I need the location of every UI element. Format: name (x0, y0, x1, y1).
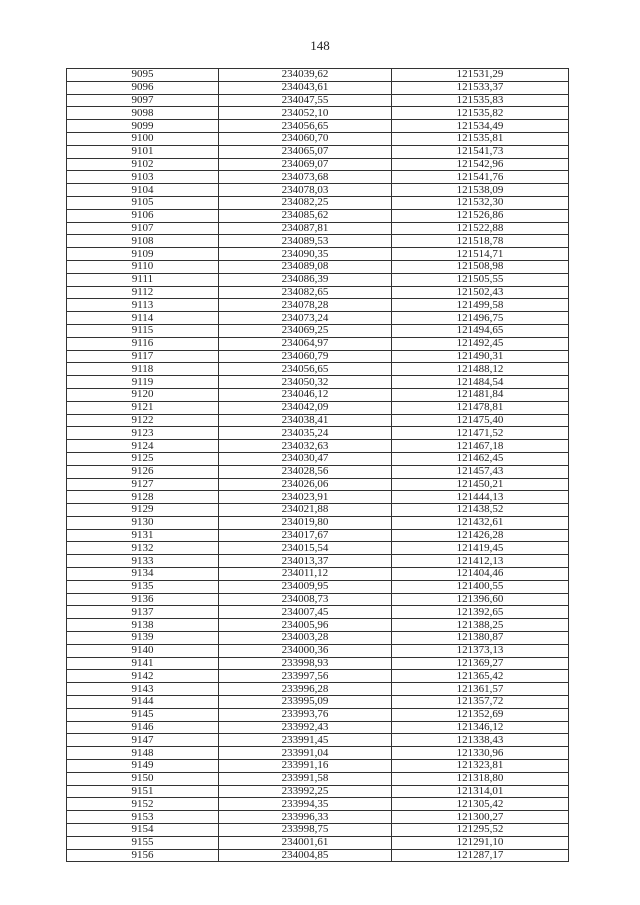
table-row (67, 516, 569, 529)
x-coordinate-cell: 234007,45 (219, 606, 392, 619)
y-coordinate-cell: 121426,28 (392, 529, 569, 542)
table-row (67, 324, 569, 337)
y-coordinate-cell: 121323,81 (392, 760, 569, 773)
point-number-cell: 9108 (67, 235, 219, 248)
y-coordinate-cell: 121314,01 (392, 785, 569, 798)
point-number-cell: 9134 (67, 568, 219, 581)
y-coordinate-cell: 121462,45 (392, 452, 569, 465)
point-number-cell: 9155 (67, 836, 219, 849)
point-number-cell: 9111 (67, 273, 219, 286)
y-coordinate-cell: 121305,42 (392, 798, 569, 811)
y-coordinate-cell: 121534,49 (392, 120, 569, 133)
x-coordinate-cell: 234065,07 (219, 145, 392, 158)
x-coordinate-cell: 234039,62 (219, 69, 392, 82)
point-number-cell: 9126 (67, 465, 219, 478)
table-row (67, 683, 569, 696)
table-row (67, 69, 569, 82)
y-coordinate-cell: 121450,21 (392, 478, 569, 491)
x-coordinate-cell: 234013,37 (219, 555, 392, 568)
x-coordinate-cell: 233991,04 (219, 747, 392, 760)
table-row (67, 657, 569, 670)
point-number-cell: 9118 (67, 363, 219, 376)
point-number-cell: 9110 (67, 260, 219, 273)
y-coordinate-cell: 121295,52 (392, 824, 569, 837)
point-number-cell: 9149 (67, 760, 219, 773)
y-coordinate-cell: 121494,65 (392, 324, 569, 337)
y-coordinate-cell: 121541,76 (392, 171, 569, 184)
x-coordinate-cell: 233997,56 (219, 670, 392, 683)
table-row (67, 376, 569, 389)
point-number-cell: 9139 (67, 632, 219, 645)
x-coordinate-cell: 234028,56 (219, 465, 392, 478)
point-number-cell: 9101 (67, 145, 219, 158)
x-coordinate-cell: 234019,80 (219, 516, 392, 529)
point-number-cell: 9130 (67, 516, 219, 529)
y-coordinate-cell: 121481,84 (392, 388, 569, 401)
table-row (67, 644, 569, 657)
table-row (67, 145, 569, 158)
table-row (67, 734, 569, 747)
y-coordinate-cell: 121471,52 (392, 427, 569, 440)
x-coordinate-cell: 234011,12 (219, 568, 392, 581)
x-coordinate-cell: 234085,62 (219, 209, 392, 222)
y-coordinate-cell: 121535,81 (392, 132, 569, 145)
x-coordinate-cell: 234026,06 (219, 478, 392, 491)
table-row (67, 132, 569, 145)
point-number-cell: 9129 (67, 504, 219, 517)
point-number-cell: 9116 (67, 337, 219, 350)
y-coordinate-cell: 121444,13 (392, 491, 569, 504)
point-number-cell: 9131 (67, 529, 219, 542)
table-row (67, 465, 569, 478)
table-row (67, 529, 569, 542)
y-coordinate-cell: 121488,12 (392, 363, 569, 376)
x-coordinate-cell: 234064,97 (219, 337, 392, 350)
table-row (67, 107, 569, 120)
table-row (67, 478, 569, 491)
table-row (67, 708, 569, 721)
table-row (67, 798, 569, 811)
x-coordinate-cell: 234000,36 (219, 644, 392, 657)
x-coordinate-cell: 233992,43 (219, 721, 392, 734)
point-number-cell: 9099 (67, 120, 219, 133)
y-coordinate-cell: 121300,27 (392, 811, 569, 824)
x-coordinate-cell: 234087,81 (219, 222, 392, 235)
table-row (67, 337, 569, 350)
y-coordinate-cell: 121380,87 (392, 632, 569, 645)
y-coordinate-cell: 121287,17 (392, 849, 569, 862)
point-number-cell: 9144 (67, 696, 219, 709)
table-row (67, 555, 569, 568)
x-coordinate-cell: 234032,63 (219, 440, 392, 453)
table-row (67, 363, 569, 376)
x-coordinate-cell: 233996,33 (219, 811, 392, 824)
x-coordinate-cell: 234069,07 (219, 158, 392, 171)
table-row (67, 248, 569, 261)
y-coordinate-cell: 121532,30 (392, 196, 569, 209)
y-coordinate-cell: 121499,58 (392, 299, 569, 312)
y-coordinate-cell: 121392,65 (392, 606, 569, 619)
x-coordinate-cell: 233992,25 (219, 785, 392, 798)
table-row (67, 452, 569, 465)
point-number-cell: 9151 (67, 785, 219, 798)
table-row (67, 593, 569, 606)
y-coordinate-cell: 121365,42 (392, 670, 569, 683)
x-coordinate-cell: 234086,39 (219, 273, 392, 286)
y-coordinate-cell: 121538,09 (392, 184, 569, 197)
y-coordinate-cell: 121478,81 (392, 401, 569, 414)
y-coordinate-cell: 121438,52 (392, 504, 569, 517)
point-number-cell: 9122 (67, 414, 219, 427)
point-number-cell: 9105 (67, 196, 219, 209)
x-coordinate-cell: 234056,65 (219, 363, 392, 376)
y-coordinate-cell: 121526,86 (392, 209, 569, 222)
table-row (67, 120, 569, 133)
x-coordinate-cell: 234089,53 (219, 235, 392, 248)
y-coordinate-cell: 121508,98 (392, 260, 569, 273)
point-number-cell: 9150 (67, 772, 219, 785)
table-row (67, 632, 569, 645)
table-row (67, 260, 569, 273)
x-coordinate-cell: 234004,85 (219, 849, 392, 862)
y-coordinate-cell: 121330,96 (392, 747, 569, 760)
point-number-cell: 9119 (67, 376, 219, 389)
x-coordinate-cell: 233998,93 (219, 657, 392, 670)
table-row (67, 760, 569, 773)
table-row (67, 414, 569, 427)
table-body (67, 69, 569, 862)
table-row (67, 235, 569, 248)
x-coordinate-cell: 234060,79 (219, 350, 392, 363)
x-coordinate-cell: 234017,67 (219, 529, 392, 542)
table-row (67, 696, 569, 709)
x-coordinate-cell: 234052,10 (219, 107, 392, 120)
point-number-cell: 9123 (67, 427, 219, 440)
y-coordinate-cell: 121531,29 (392, 69, 569, 82)
point-number-cell: 9128 (67, 491, 219, 504)
table-row (67, 222, 569, 235)
x-coordinate-cell: 234082,65 (219, 286, 392, 299)
y-coordinate-cell: 121467,18 (392, 440, 569, 453)
point-number-cell: 9136 (67, 593, 219, 606)
table-row (67, 849, 569, 862)
y-coordinate-cell: 121396,60 (392, 593, 569, 606)
point-number-cell: 9142 (67, 670, 219, 683)
point-number-cell: 9121 (67, 401, 219, 414)
y-coordinate-cell: 121412,13 (392, 555, 569, 568)
point-number-cell: 9125 (67, 452, 219, 465)
point-number-cell: 9153 (67, 811, 219, 824)
table-row (67, 286, 569, 299)
x-coordinate-cell: 234023,91 (219, 491, 392, 504)
y-coordinate-cell: 121357,72 (392, 696, 569, 709)
y-coordinate-cell: 121432,61 (392, 516, 569, 529)
point-number-cell: 9147 (67, 734, 219, 747)
x-coordinate-cell: 234008,73 (219, 593, 392, 606)
y-coordinate-cell: 121518,78 (392, 235, 569, 248)
y-coordinate-cell: 121492,45 (392, 337, 569, 350)
point-number-cell: 9146 (67, 721, 219, 734)
y-coordinate-cell: 121419,45 (392, 542, 569, 555)
table-row (67, 158, 569, 171)
y-coordinate-cell: 121457,43 (392, 465, 569, 478)
table-row (67, 491, 569, 504)
point-number-cell: 9096 (67, 81, 219, 94)
point-number-cell: 9098 (67, 107, 219, 120)
x-coordinate-cell: 234056,65 (219, 120, 392, 133)
point-number-cell: 9112 (67, 286, 219, 299)
point-number-cell: 9152 (67, 798, 219, 811)
table-row (67, 785, 569, 798)
x-coordinate-cell: 234030,47 (219, 452, 392, 465)
point-number-cell: 9117 (67, 350, 219, 363)
point-number-cell: 9154 (67, 824, 219, 837)
x-coordinate-cell: 233996,28 (219, 683, 392, 696)
point-number-cell: 9132 (67, 542, 219, 555)
point-number-cell: 9145 (67, 708, 219, 721)
table-row (67, 836, 569, 849)
x-coordinate-cell: 234073,68 (219, 171, 392, 184)
x-coordinate-cell: 234082,25 (219, 196, 392, 209)
table-row (67, 440, 569, 453)
x-coordinate-cell: 234047,55 (219, 94, 392, 107)
point-number-cell: 9140 (67, 644, 219, 657)
y-coordinate-cell: 121502,43 (392, 286, 569, 299)
page-number: 148 (310, 38, 330, 53)
x-coordinate-cell: 234043,61 (219, 81, 392, 94)
point-number-cell: 9107 (67, 222, 219, 235)
point-number-cell: 9127 (67, 478, 219, 491)
table-row (67, 504, 569, 517)
table-row (67, 209, 569, 222)
point-number-cell: 9113 (67, 299, 219, 312)
x-coordinate-cell: 234060,70 (219, 132, 392, 145)
x-coordinate-cell: 234001,61 (219, 836, 392, 849)
x-coordinate-cell: 234042,09 (219, 401, 392, 414)
x-coordinate-cell: 234003,28 (219, 632, 392, 645)
y-coordinate-cell: 121338,43 (392, 734, 569, 747)
point-number-cell: 9102 (67, 158, 219, 171)
table-row (67, 542, 569, 555)
table-row (67, 824, 569, 837)
point-number-cell: 9109 (67, 248, 219, 261)
point-number-cell: 9143 (67, 683, 219, 696)
table-row (67, 772, 569, 785)
table-row (67, 606, 569, 619)
x-coordinate-cell: 234035,24 (219, 427, 392, 440)
y-coordinate-cell: 121542,96 (392, 158, 569, 171)
y-coordinate-cell: 121352,69 (392, 708, 569, 721)
table-row (67, 811, 569, 824)
point-number-cell: 9135 (67, 580, 219, 593)
y-coordinate-cell: 121291,10 (392, 836, 569, 849)
table-row (67, 273, 569, 286)
table-row (67, 747, 569, 760)
point-number-cell: 9103 (67, 171, 219, 184)
y-coordinate-cell: 121533,37 (392, 81, 569, 94)
y-coordinate-cell: 121514,71 (392, 248, 569, 261)
y-coordinate-cell: 121400,55 (392, 580, 569, 593)
y-coordinate-cell: 121404,46 (392, 568, 569, 581)
table-row (67, 171, 569, 184)
x-coordinate-cell: 234050,32 (219, 376, 392, 389)
x-coordinate-cell: 233998,75 (219, 824, 392, 837)
point-number-cell: 9097 (67, 94, 219, 107)
table-row (67, 670, 569, 683)
x-coordinate-cell: 234089,08 (219, 260, 392, 273)
table-row (67, 196, 569, 209)
y-coordinate-cell: 121505,55 (392, 273, 569, 286)
x-coordinate-cell: 234073,24 (219, 312, 392, 325)
point-number-cell: 9115 (67, 324, 219, 337)
x-coordinate-cell: 233991,45 (219, 734, 392, 747)
x-coordinate-cell: 234046,12 (219, 388, 392, 401)
x-coordinate-cell: 234038,41 (219, 414, 392, 427)
y-coordinate-cell: 121373,13 (392, 644, 569, 657)
y-coordinate-cell: 121369,27 (392, 657, 569, 670)
y-coordinate-cell: 121541,73 (392, 145, 569, 158)
y-coordinate-cell: 121496,75 (392, 312, 569, 325)
y-coordinate-cell: 121490,31 (392, 350, 569, 363)
x-coordinate-cell: 233994,35 (219, 798, 392, 811)
x-coordinate-cell: 234078,28 (219, 299, 392, 312)
point-number-cell: 9104 (67, 184, 219, 197)
table-row (67, 388, 569, 401)
table-row (67, 568, 569, 581)
table-row (67, 401, 569, 414)
point-number-cell: 9137 (67, 606, 219, 619)
x-coordinate-cell: 234005,96 (219, 619, 392, 632)
y-coordinate-cell: 121388,25 (392, 619, 569, 632)
point-number-cell: 9120 (67, 388, 219, 401)
point-number-cell: 9100 (67, 132, 219, 145)
x-coordinate-cell: 233991,16 (219, 760, 392, 773)
table-row (67, 580, 569, 593)
table-row (67, 350, 569, 363)
table-row (67, 427, 569, 440)
table-row (67, 721, 569, 734)
point-number-cell: 9138 (67, 619, 219, 632)
x-coordinate-cell: 234069,25 (219, 324, 392, 337)
x-coordinate-cell: 233993,76 (219, 708, 392, 721)
y-coordinate-cell: 121318,80 (392, 772, 569, 785)
y-coordinate-cell: 121484,54 (392, 376, 569, 389)
point-number-cell: 9156 (67, 849, 219, 862)
x-coordinate-cell: 234090,35 (219, 248, 392, 261)
y-coordinate-cell: 121522,88 (392, 222, 569, 235)
point-number-cell: 9124 (67, 440, 219, 453)
table-row (67, 81, 569, 94)
coordinates-table (66, 68, 569, 862)
table-row (67, 312, 569, 325)
x-coordinate-cell: 234078,03 (219, 184, 392, 197)
point-number-cell: 9133 (67, 555, 219, 568)
table-row (67, 184, 569, 197)
x-coordinate-cell: 234015,54 (219, 542, 392, 555)
point-number-cell: 9095 (67, 69, 219, 82)
y-coordinate-cell: 121535,83 (392, 94, 569, 107)
x-coordinate-cell: 233991,58 (219, 772, 392, 785)
y-coordinate-cell: 121361,57 (392, 683, 569, 696)
y-coordinate-cell: 121346,12 (392, 721, 569, 734)
y-coordinate-cell: 121475,40 (392, 414, 569, 427)
point-number-cell: 9148 (67, 747, 219, 760)
table-row (67, 94, 569, 107)
x-coordinate-cell: 234009,95 (219, 580, 392, 593)
point-number-cell: 9106 (67, 209, 219, 222)
point-number-cell: 9141 (67, 657, 219, 670)
y-coordinate-cell: 121535,82 (392, 107, 569, 120)
x-coordinate-cell: 233995,09 (219, 696, 392, 709)
table-row (67, 619, 569, 632)
x-coordinate-cell: 234021,88 (219, 504, 392, 517)
table-row (67, 299, 569, 312)
point-number-cell: 9114 (67, 312, 219, 325)
